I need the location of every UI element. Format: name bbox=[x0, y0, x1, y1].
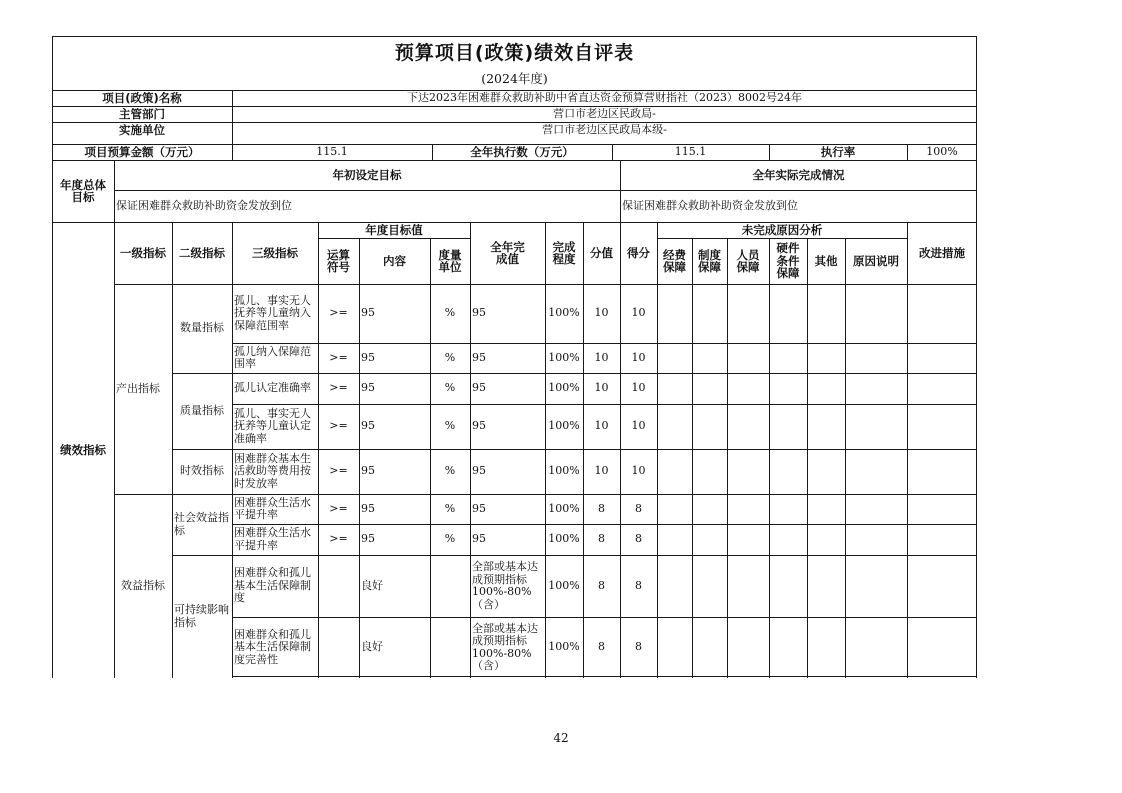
col-degree: 完成程度 bbox=[552, 239, 576, 266]
col-improve: 改进措施 bbox=[919, 245, 965, 260]
row-1-got: 10 bbox=[631, 306, 646, 320]
row-4-got: 10 bbox=[631, 419, 646, 433]
grid-line bbox=[657, 222, 658, 678]
executed-value: 115.1 bbox=[674, 144, 707, 158]
rate-value: 100% bbox=[926, 144, 958, 158]
row-8-op bbox=[318, 555, 359, 617]
row-8-done: 全部或基本达成预期指标100%-80%（含） bbox=[472, 560, 538, 611]
department-value: 营口市老边区民政局- bbox=[553, 106, 656, 120]
row-3-done: 95 bbox=[472, 381, 486, 395]
row-4-name: 孤儿、事实无人抚养等儿童认定准确率 bbox=[234, 406, 311, 445]
col-level1: 一级指标 bbox=[120, 245, 166, 260]
rate-label: 执行率 bbox=[820, 144, 856, 159]
row-9-content: 良好 bbox=[361, 640, 383, 654]
page-title: 预算项目(政策)绩效自评表 bbox=[394, 41, 635, 64]
row-8-content: 良好 bbox=[361, 578, 383, 592]
group-social: 社会效益指标 bbox=[174, 511, 229, 537]
row-5-degree: 100% bbox=[548, 464, 580, 478]
actual-goal-header: 全年实际完成情况 bbox=[752, 167, 845, 182]
row-6-content: 95 bbox=[361, 501, 375, 515]
col-target-group: 年度目标值 bbox=[365, 222, 423, 237]
row-8-name: 困难群众和孤儿基本生活保障制度 bbox=[234, 566, 311, 605]
row-9-degree: 100% bbox=[548, 640, 580, 654]
row-8-degree: 100% bbox=[548, 578, 580, 592]
project-name-label: 项目(政策)名称 bbox=[102, 90, 182, 105]
row-9-name: 困难群众和孤儿基本生活保障制度完善性 bbox=[234, 627, 311, 666]
col-score: 分值 bbox=[590, 245, 613, 260]
row-7-got: 8 bbox=[635, 532, 642, 546]
row-1-unit: % bbox=[444, 306, 456, 320]
project-name-value: 下达2023年困难群众救助补助中省直达资金预算营财指社（2023）8002号24年 bbox=[407, 90, 802, 104]
grid-line bbox=[907, 222, 908, 678]
row-4-degree: 100% bbox=[548, 419, 580, 433]
col-level3: 三级指标 bbox=[252, 245, 298, 260]
row-6-score: 8 bbox=[598, 501, 605, 515]
col-completed: 全年完成值 bbox=[490, 239, 525, 266]
row-6-op: >= bbox=[329, 501, 348, 515]
annual-goal-label: 年度总体目标 bbox=[60, 177, 106, 204]
budget-label: 项目预算金额（万元） bbox=[84, 144, 200, 159]
row-7-done: 95 bbox=[472, 532, 486, 546]
row-7-score: 8 bbox=[598, 532, 605, 546]
performance-section-label: 绩效指标 bbox=[60, 442, 106, 457]
row-3-score: 10 bbox=[594, 381, 609, 395]
row-7-content: 95 bbox=[361, 532, 375, 546]
row-1-degree: 100% bbox=[548, 306, 580, 320]
row-4-op: >= bbox=[329, 419, 348, 433]
row-2-degree: 100% bbox=[548, 350, 580, 364]
row-3-op: >= bbox=[329, 381, 348, 395]
row-2-score: 10 bbox=[594, 350, 609, 364]
planned-goal-text: 保证困难群众救助补助资金发放到位 bbox=[116, 198, 292, 212]
row-7-name: 困难群众生活水平提升率 bbox=[234, 526, 311, 552]
row-1-op: >= bbox=[329, 306, 348, 320]
unit-label: 实施单位 bbox=[119, 122, 165, 137]
row-4-unit: % bbox=[444, 419, 456, 433]
self-evaluation-table bbox=[52, 36, 977, 678]
row-2-unit: % bbox=[444, 350, 456, 364]
col-reason-group: 未完成原因分析 bbox=[741, 222, 823, 237]
col-got: 得分 bbox=[627, 245, 650, 260]
row-3-degree: 100% bbox=[548, 381, 580, 395]
row-2-content: 95 bbox=[361, 350, 375, 364]
col-level2: 二级指标 bbox=[179, 245, 225, 260]
page-number: 42 bbox=[553, 731, 569, 745]
col-operator: 运算符号 bbox=[327, 247, 350, 274]
grid-line bbox=[845, 238, 846, 678]
col-content: 内容 bbox=[383, 253, 406, 268]
row-3-unit: % bbox=[444, 381, 456, 395]
col-reason-system: 制度保障 bbox=[698, 247, 721, 274]
col-reason-hardware: 硬件条件保障 bbox=[776, 241, 800, 281]
group-benefit: 效益指标 bbox=[121, 578, 165, 592]
row-8-score: 8 bbox=[598, 578, 605, 592]
row-6-degree: 100% bbox=[548, 501, 580, 515]
row-3-got: 10 bbox=[631, 381, 646, 395]
grid-line bbox=[692, 238, 693, 678]
row-5-done: 95 bbox=[472, 464, 486, 478]
row-2-got: 10 bbox=[631, 350, 646, 364]
col-reason-note: 原因说明 bbox=[853, 253, 899, 268]
row-1-content: 95 bbox=[361, 306, 375, 320]
row-6-done: 95 bbox=[472, 501, 486, 515]
row-5-got: 10 bbox=[631, 464, 646, 478]
row-5-score: 10 bbox=[594, 464, 609, 478]
row-3-content: 95 bbox=[361, 381, 375, 395]
row-5-name: 困难群众基本生活救助等费用按时发放率 bbox=[234, 451, 311, 490]
row-7-unit: % bbox=[444, 532, 456, 546]
row-6-name: 困难群众生活水平提升率 bbox=[234, 495, 311, 521]
row-8-got: 8 bbox=[635, 578, 642, 592]
col-reason-funding: 经费保障 bbox=[663, 247, 686, 274]
col-reason-other: 其他 bbox=[814, 253, 838, 268]
row-7-op: >= bbox=[329, 532, 348, 546]
year-subtitle: (2024年度) bbox=[481, 70, 548, 86]
grid-line bbox=[727, 238, 728, 678]
planned-goal-header: 年初设定目标 bbox=[332, 167, 402, 182]
department-label: 主管部门 bbox=[119, 106, 165, 121]
row-9-op bbox=[318, 617, 359, 678]
grid-line bbox=[769, 238, 770, 678]
row-2-op: >= bbox=[329, 350, 348, 364]
row-7-degree: 100% bbox=[548, 532, 580, 546]
row-5-content: 95 bbox=[361, 464, 375, 478]
row-4-score: 10 bbox=[594, 419, 609, 433]
row-9-done: 全部或基本达成预期指标100%-80%（含） bbox=[472, 621, 538, 672]
group-sustain: 可持续影响指标 bbox=[174, 603, 229, 629]
row-9-got: 8 bbox=[635, 640, 642, 654]
group-timeliness: 时效指标 bbox=[180, 464, 224, 478]
budget-value: 115.1 bbox=[316, 144, 348, 158]
actual-goal-text: 保证困难群众救助补助资金发放到位 bbox=[622, 198, 798, 212]
col-unit: 度量单位 bbox=[438, 247, 462, 274]
row-5-unit: % bbox=[444, 464, 456, 478]
row-8-unit bbox=[430, 555, 470, 617]
unit-value: 营口市老边区民政局本级- bbox=[542, 122, 667, 136]
row-5-op: >= bbox=[329, 464, 348, 478]
row-4-content: 95 bbox=[361, 419, 375, 433]
grid-line bbox=[807, 238, 808, 678]
row-3-name: 孤儿认定准确率 bbox=[234, 381, 311, 395]
row-4-done: 95 bbox=[472, 419, 486, 433]
row-1-done: 95 bbox=[472, 306, 486, 320]
executed-label: 全年执行数（万元） bbox=[470, 144, 574, 159]
group-quality: 质量指标 bbox=[180, 403, 224, 417]
row-9-score: 8 bbox=[598, 640, 605, 654]
group-output: 产出指标 bbox=[116, 381, 160, 395]
col-reason-staff: 人员保障 bbox=[736, 247, 760, 274]
row-6-got: 8 bbox=[635, 501, 642, 515]
row-1-name: 孤儿、事实无人抚养等儿童纳入保障范围率 bbox=[234, 293, 311, 332]
group-quantity: 数量指标 bbox=[180, 321, 224, 335]
row-2-done: 95 bbox=[472, 350, 486, 364]
row-2-name: 孤儿纳入保障范围率 bbox=[234, 344, 311, 370]
row-6-unit: % bbox=[444, 501, 456, 515]
row-1-score: 10 bbox=[594, 306, 609, 320]
row-9-unit bbox=[430, 617, 470, 678]
